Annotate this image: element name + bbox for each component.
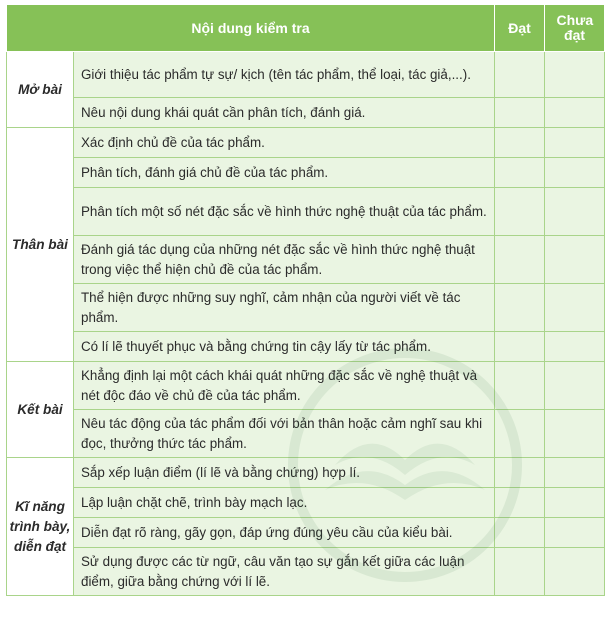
fail-check-cell[interactable] (545, 362, 605, 410)
checklist-row (7, 488, 605, 518)
header-content: Nội dung kiểm tra (7, 5, 495, 52)
checklist-row (7, 518, 605, 548)
fail-check-cell[interactable] (545, 518, 605, 548)
header-row (7, 5, 605, 52)
checklist-row (7, 128, 605, 158)
fail-check-cell[interactable] (545, 548, 605, 596)
checklist-row (7, 52, 605, 98)
checklist-row (7, 236, 605, 284)
fail-check-cell[interactable] (545, 332, 605, 362)
criterion-text: Khẳng định lại một cách khái quát những đặc sắc về nghệ thuật và nét độc đáo về chủ đề của tác phẩm. (74, 362, 495, 410)
pass-check-cell[interactable] (495, 98, 545, 128)
criterion-text: Có lí lẽ thuyết phục và bằng chứng tin cậy lấy từ tác phẩm. (74, 332, 495, 362)
criterion-text: Sắp xếp luận điểm (lí lẽ và bằng chứng) hợp lí. (74, 458, 495, 488)
fail-check-cell[interactable] (545, 236, 605, 284)
criterion-text: Xác định chủ đề của tác phẩm. (74, 128, 495, 158)
criterion-text: Thể hiện được những suy nghĩ, cảm nhận của người viết về tác phẩm. (74, 284, 495, 332)
fail-check-cell[interactable] (545, 188, 605, 236)
pass-check-cell[interactable] (495, 410, 545, 458)
pass-check-cell[interactable] (495, 332, 545, 362)
header-pass: Đạt (495, 5, 545, 52)
checklist-row (7, 158, 605, 188)
pass-check-cell[interactable] (495, 52, 545, 98)
pass-check-cell[interactable] (495, 158, 545, 188)
fail-check-cell[interactable] (545, 458, 605, 488)
criterion-text: Đánh giá tác dụng của những nét đặc sắc về hình thức nghệ thuật trong việc thể hiện chủ đề của tác phẩm. (74, 236, 495, 284)
fail-check-cell[interactable] (545, 158, 605, 188)
checklist-row (7, 332, 605, 362)
criterion-text: Sử dụng được các từ ngữ, câu văn tạo sự gắn kết giữa các luận điểm, giữa bằng chứng với lí lẽ. (74, 548, 495, 596)
pass-check-cell[interactable] (495, 518, 545, 548)
criterion-text: Nêu tác động của tác phẩm đối với bản thân hoặc cảm nghĩ sau khi đọc, thưởng thức tác phẩm. (74, 410, 495, 458)
fail-check-cell[interactable] (545, 284, 605, 332)
fail-check-cell[interactable] (545, 488, 605, 518)
section-title-than-bai: Thân bài (7, 128, 74, 362)
checklist-row (7, 362, 605, 410)
criterion-text: Diễn đạt rõ ràng, gãy gọn, đáp ứng đúng yêu cầu của kiểu bài. (74, 518, 495, 548)
pass-check-cell[interactable] (495, 548, 545, 596)
section-title-ki-nang: Kĩ năng trình bày, diễn đạt (7, 458, 74, 596)
pass-check-cell[interactable] (495, 236, 545, 284)
checklist-row (7, 458, 605, 488)
checklist-row (7, 284, 605, 332)
checklist-row (7, 98, 605, 128)
header-fail: Chưa đạt (545, 5, 605, 52)
criterion-text: Nêu nội dung khái quát cần phân tích, đánh giá. (74, 98, 495, 128)
checklist-row (7, 188, 605, 236)
pass-check-cell[interactable] (495, 458, 545, 488)
pass-check-cell[interactable] (495, 488, 545, 518)
pass-check-cell[interactable] (495, 188, 545, 236)
fail-check-cell[interactable] (545, 410, 605, 458)
checklist-row (7, 410, 605, 458)
criterion-text: Phân tích, đánh giá chủ đề của tác phẩm. (74, 158, 495, 188)
section-title-mo-bai: Mở bài (7, 52, 74, 128)
criterion-text: Lập luận chặt chẽ, trình bày mạch lạc. (74, 488, 495, 518)
fail-check-cell[interactable] (545, 52, 605, 98)
fail-check-cell[interactable] (545, 98, 605, 128)
pass-check-cell[interactable] (495, 128, 545, 158)
fail-check-cell[interactable] (545, 128, 605, 158)
criterion-text: Phân tích một số nét đặc sắc về hình thức nghệ thuật của tác phẩm. (74, 188, 495, 236)
pass-check-cell[interactable] (495, 284, 545, 332)
checklist-table (6, 4, 605, 596)
section-title-ket-bai: Kết bài (7, 362, 74, 458)
criterion-text: Giới thiệu tác phẩm tự sự/ kịch (tên tác phẩm, thể loại, tác giả,...). (74, 52, 495, 98)
pass-check-cell[interactable] (495, 362, 545, 410)
checklist-row (7, 548, 605, 596)
